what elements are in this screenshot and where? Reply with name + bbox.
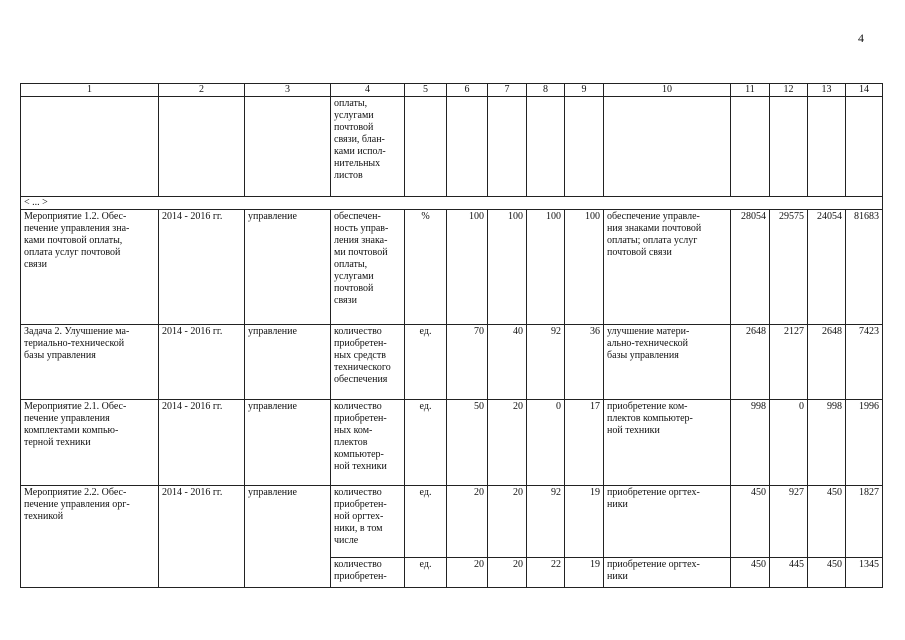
funding-total-cell: 1996 bbox=[846, 400, 883, 486]
funding-cell: 445 bbox=[770, 558, 808, 588]
column-number: 9 bbox=[565, 84, 604, 97]
value-cell: 100 bbox=[527, 210, 565, 325]
column-number-header-row bbox=[21, 84, 883, 97]
period-cell: 2014 - 2016 гг. bbox=[159, 486, 245, 588]
indicator-cell: количество приобретен- ной оргтех- ники, в том числе bbox=[331, 486, 405, 558]
funding-cell: 0 bbox=[770, 400, 808, 486]
funding-cell: 2127 bbox=[770, 325, 808, 400]
table-row bbox=[21, 486, 883, 558]
value-cell: 40 bbox=[488, 325, 527, 400]
result-cell: обеспечение управле- ния знаками почтовой оплаты; оплата услуг почтовой связи bbox=[604, 210, 731, 325]
value-cell: 20 bbox=[447, 558, 488, 588]
funding-cell: 927 bbox=[770, 486, 808, 558]
result-cell: улучшение матери- ально-технической базы управления bbox=[604, 325, 731, 400]
indicator-cell: оплаты, услугами почтовой связи, блан- ками испол- нительных листов bbox=[331, 97, 405, 197]
column-number: 3 bbox=[245, 84, 331, 97]
funding-cell: 28054 bbox=[731, 210, 770, 325]
funding-cell: 450 bbox=[808, 558, 846, 588]
indicator-cell: обеспечен- ность управ- ления знака- ми почтовой оплаты, услугами почтовой связи bbox=[331, 210, 405, 325]
result-cell: приобретение оргтех- ники bbox=[604, 558, 731, 588]
continuation-row bbox=[21, 97, 883, 197]
column-number: 14 bbox=[846, 84, 883, 97]
result-cell: приобретение оргтех- ники bbox=[604, 486, 731, 558]
program-table bbox=[20, 83, 883, 588]
activity-name-cell: Мероприятие 1.2. Обес- печение управления зна- ками почтовой оплаты, оплата услуг почтовой связи bbox=[21, 210, 159, 325]
value-cell: 92 bbox=[527, 486, 565, 558]
executor-cell: управление bbox=[245, 325, 331, 400]
funding-total-cell: 81683 bbox=[846, 210, 883, 325]
column-number: 1 bbox=[21, 84, 159, 97]
period-cell: 2014 - 2016 гг. bbox=[159, 400, 245, 486]
column-number: 8 bbox=[527, 84, 565, 97]
omission-marker: < ... > bbox=[21, 197, 883, 210]
column-number: 5 bbox=[405, 84, 447, 97]
value-cell: 92 bbox=[527, 325, 565, 400]
value-cell: 100 bbox=[565, 210, 604, 325]
funding-cell: 29575 bbox=[770, 210, 808, 325]
funding-cell: 2648 bbox=[731, 325, 770, 400]
value-cell: 20 bbox=[488, 486, 527, 558]
column-number: 13 bbox=[808, 84, 846, 97]
column-number: 11 bbox=[731, 84, 770, 97]
executor-cell: управление bbox=[245, 210, 331, 325]
unit-cell: ед. bbox=[405, 400, 447, 486]
indicator-cell: количество приобретен- ных ком- плектов компьютер- ной техники bbox=[331, 400, 405, 486]
funding-cell: 450 bbox=[731, 558, 770, 588]
indicator-cell: количество приобретен- ных средств технического обеспечения bbox=[331, 325, 405, 400]
funding-cell: 24054 bbox=[808, 210, 846, 325]
table-row bbox=[21, 325, 883, 400]
value-cell: 100 bbox=[447, 210, 488, 325]
funding-total-cell: 1827 bbox=[846, 486, 883, 558]
column-number: 2 bbox=[159, 84, 245, 97]
column-number: 10 bbox=[604, 84, 731, 97]
table-row bbox=[21, 210, 883, 325]
column-number: 12 bbox=[770, 84, 808, 97]
funding-cell: 2648 bbox=[808, 325, 846, 400]
value-cell: 19 bbox=[565, 486, 604, 558]
value-cell: 22 bbox=[527, 558, 565, 588]
column-number: 6 bbox=[447, 84, 488, 97]
executor-cell: управление bbox=[245, 400, 331, 486]
value-cell: 50 bbox=[447, 400, 488, 486]
column-number: 7 bbox=[488, 84, 527, 97]
funding-total-cell: 7423 bbox=[846, 325, 883, 400]
page-number: 4 bbox=[858, 31, 864, 45]
value-cell: 17 bbox=[565, 400, 604, 486]
funding-cell: 998 bbox=[808, 400, 846, 486]
unit-cell: % bbox=[405, 210, 447, 325]
unit-cell: ед. bbox=[405, 325, 447, 400]
value-cell: 20 bbox=[488, 400, 527, 486]
value-cell: 70 bbox=[447, 325, 488, 400]
value-cell: 0 bbox=[527, 400, 565, 486]
activity-name-cell: Мероприятие 2.2. Обес- печение управления орг- техникой bbox=[21, 486, 159, 588]
ellipsis-row bbox=[21, 197, 883, 210]
funding-cell: 450 bbox=[731, 486, 770, 558]
indicator-cell: количество приобретен- bbox=[331, 558, 405, 588]
value-cell: 36 bbox=[565, 325, 604, 400]
value-cell: 20 bbox=[447, 486, 488, 558]
period-cell: 2014 - 2016 гг. bbox=[159, 325, 245, 400]
funding-cell: 998 bbox=[731, 400, 770, 486]
unit-cell: ед. bbox=[405, 558, 447, 588]
result-cell: приобретение ком- плектов компьютер- ной техники bbox=[604, 400, 731, 486]
column-number: 4 bbox=[331, 84, 405, 97]
value-cell: 19 bbox=[565, 558, 604, 588]
activity-name-cell: Мероприятие 2.1. Обес- печение управления комплектами компью- терной техники bbox=[21, 400, 159, 486]
value-cell: 20 bbox=[488, 558, 527, 588]
executor-cell: управление bbox=[245, 486, 331, 588]
table-row bbox=[21, 400, 883, 486]
funding-total-cell: 1345 bbox=[846, 558, 883, 588]
funding-cell: 450 bbox=[808, 486, 846, 558]
activity-name-cell: Задача 2. Улучшение ма- териально-технической базы управления bbox=[21, 325, 159, 400]
unit-cell: ед. bbox=[405, 486, 447, 558]
value-cell: 100 bbox=[488, 210, 527, 325]
period-cell: 2014 - 2016 гг. bbox=[159, 210, 245, 325]
